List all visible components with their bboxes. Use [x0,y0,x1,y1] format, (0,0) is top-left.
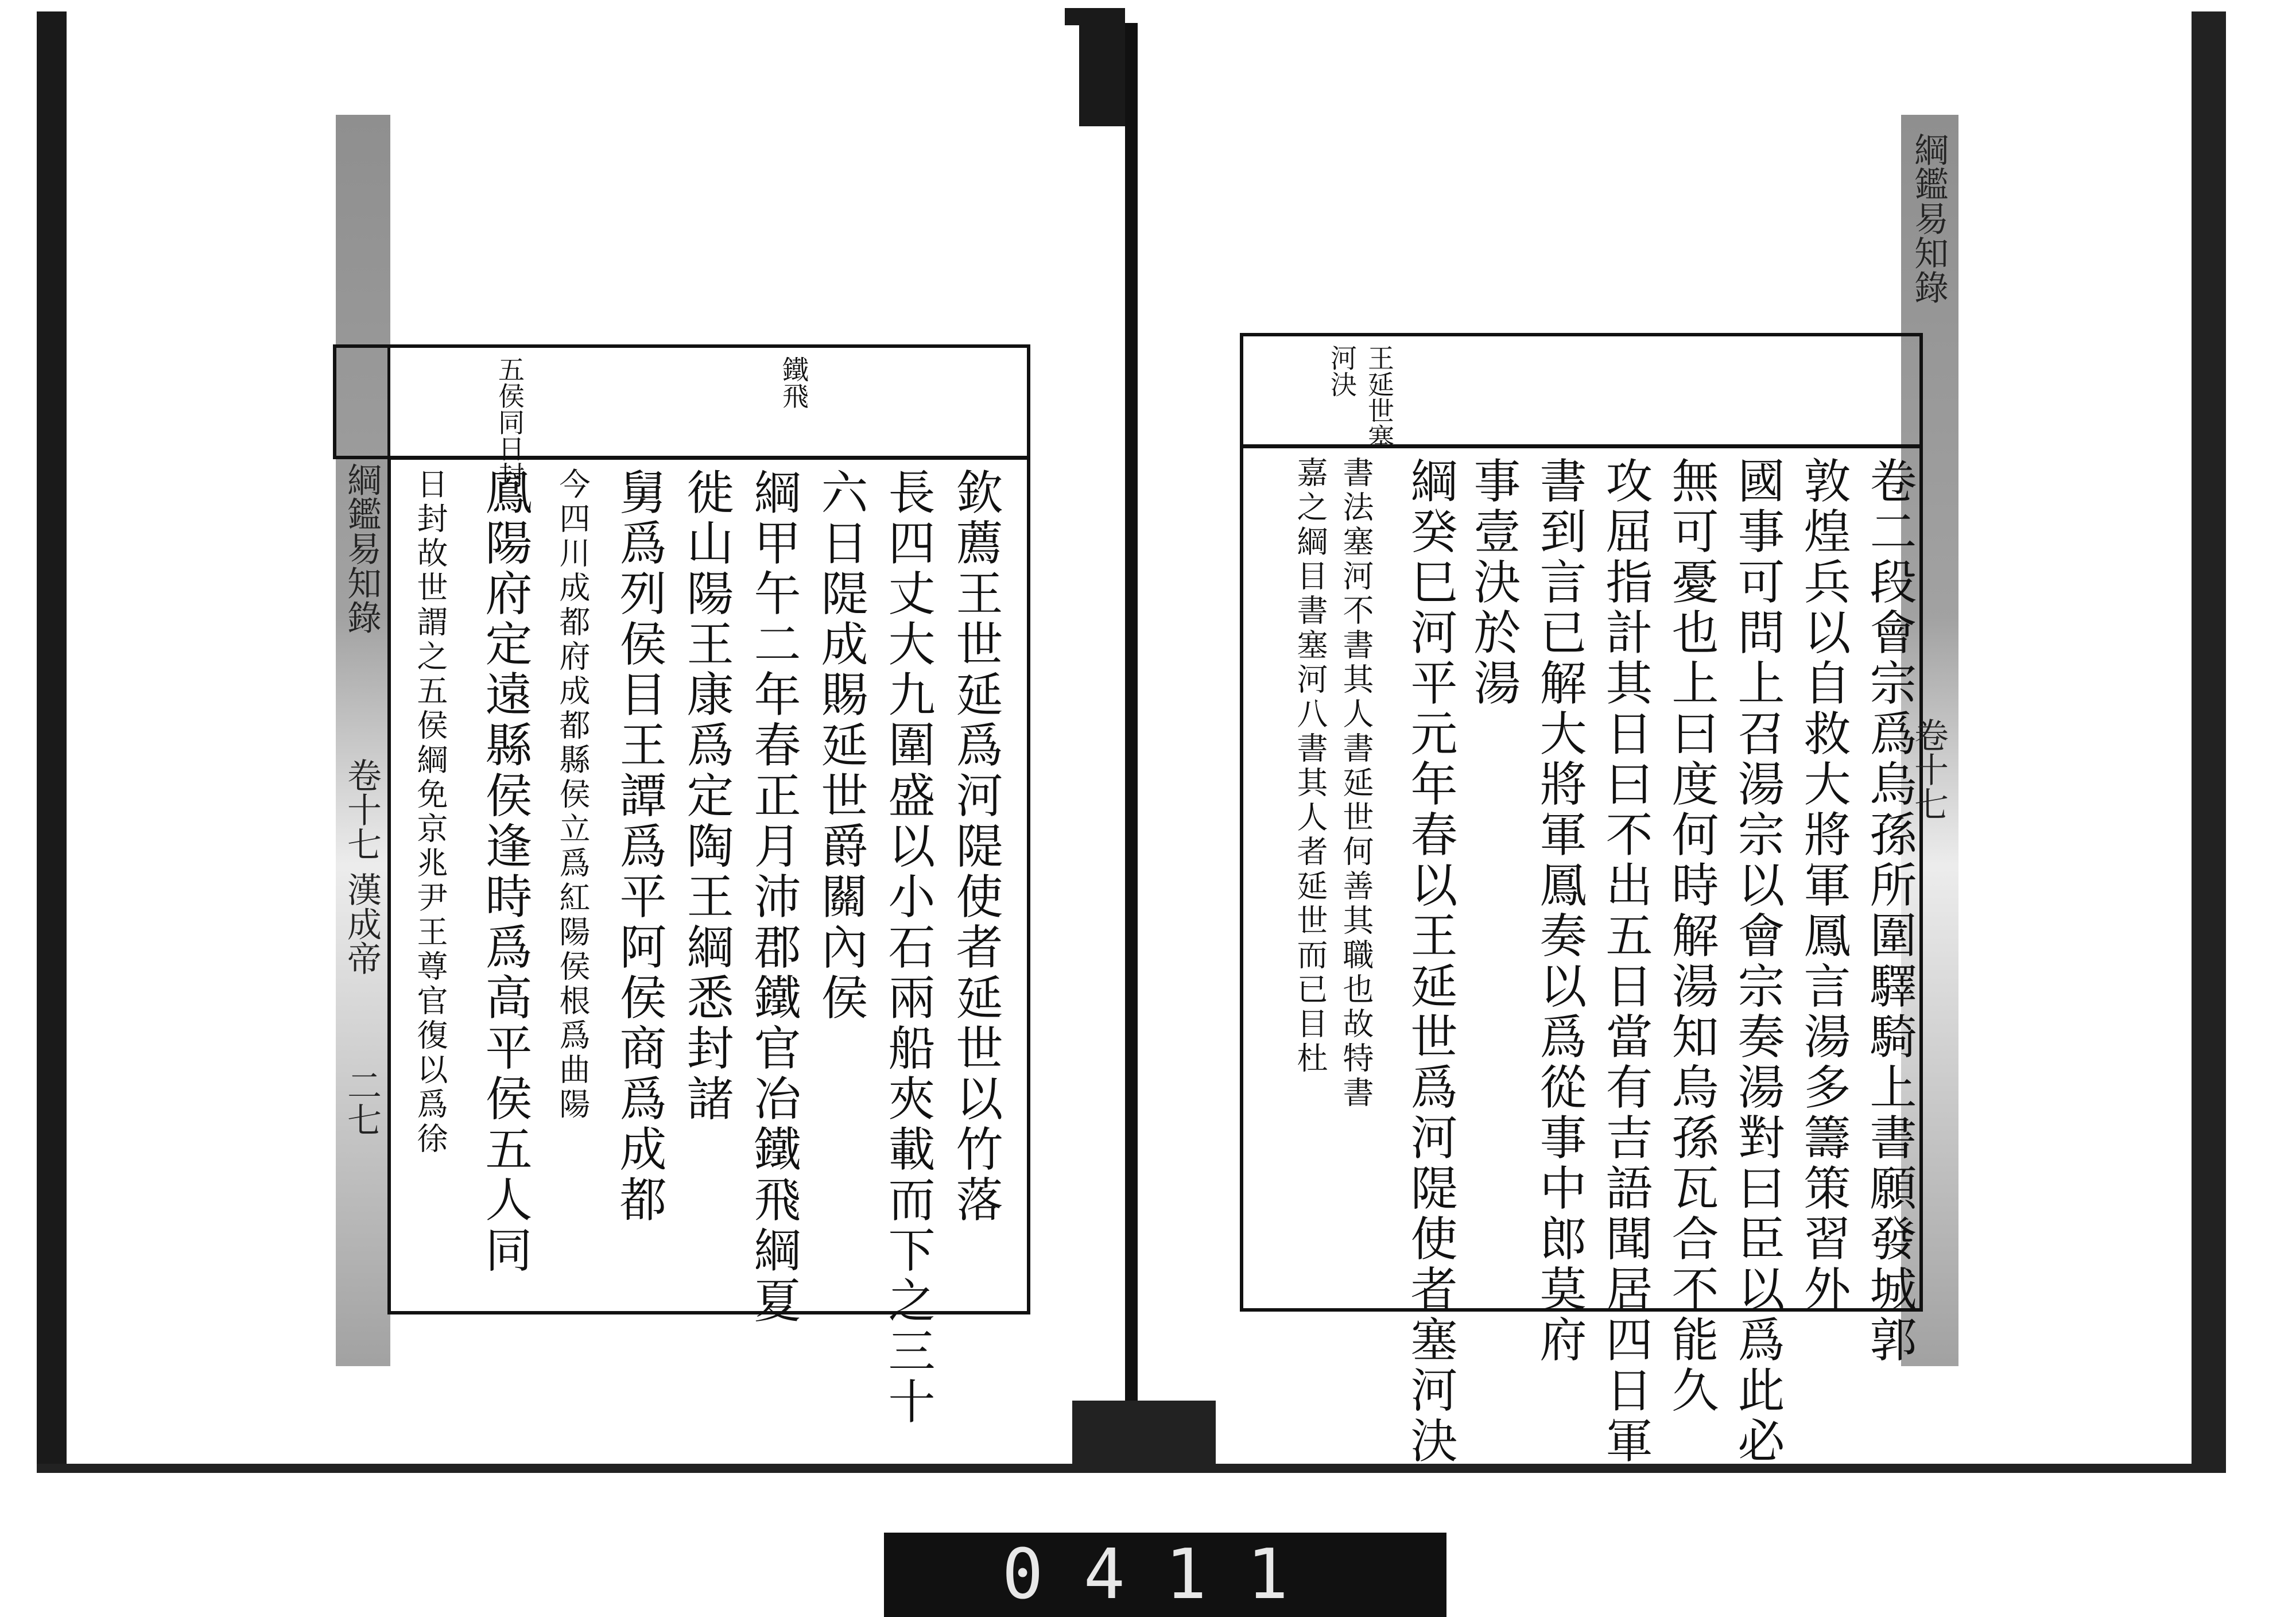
left-text-column-7: 今四川成都府成都縣侯立爲紅陽侯根爲曲陽 [554,468,591,1122]
left-text-column-5: 徙山陽王康爲定陶王綱悉封諸 [679,468,734,1124]
scan-left-edge [37,11,67,1472]
right-text-column-8: 綱癸巳河平元年春以王延世爲河隄使者塞河決 [1403,456,1457,1467]
left-header-line-1: 五侯同日封 [494,356,525,488]
left-text-column-2: 長四丈大九圍盛以小石兩船夾載而下之三十 [881,468,935,1428]
gutter-foot [1072,1401,1216,1464]
left-margin-volume: 卷十七 漢成帝 [342,758,382,976]
right-text-column-10: 嘉之綱目書塞河八書其人者延世而已目杜 [1292,456,1328,1076]
left-page-header-divider [387,344,390,459]
left-text-column-9: 日封故世謂之五侯綱免京兆尹王尊官復以爲徐 [412,468,448,1157]
left-margin-folio: 二七 [342,1068,382,1137]
right-margin-volume: 卷十七 [1909,718,1949,821]
right-text-column-4: 無可憂也上曰度何時解湯知烏孫瓦合不能久 [1664,456,1719,1416]
right-text-column-1: 卷二段會宗爲烏孫所圍驛騎上書願發城郭 [1862,456,1917,1366]
right-text-column-7: 事壹決於湯 [1466,456,1521,709]
right-text-column-6: 書到言已解大將軍鳳奏以爲從事中郎莫府 [1532,456,1587,1366]
right-header-line-1: 王延世塞 [1364,344,1395,450]
gutter-spine [1125,23,1138,1467]
left-page-header-box [333,344,1030,459]
left-page [333,344,1030,1428]
right-text-column-5: 攻屈指計其日曰不出五日當有吉語聞居四日軍 [1598,456,1653,1467]
left-text-column-6: 舅爲列侯目王譚爲平阿侯商爲成都 [612,468,666,1226]
right-page [1240,333,1923,1467]
microfilm-number: 0411 [1002,1535,1329,1615]
left-margin-title: 綱鑑易知錄 [342,462,382,634]
right-text-column-9: 書法塞河不書其人書延世何善其職也故特書 [1338,456,1374,1111]
right-header-line-2: 河決 [1327,344,1358,397]
right-text-column-3: 國事可問上召湯宗以會宗奏湯對曰臣以爲此必 [1730,456,1785,1467]
left-text-column-8: 鳳陽府定遠縣侯逢時爲高平侯五人同 [478,468,532,1276]
gutter-cap [1079,23,1125,126]
scan-right-edge [2192,11,2226,1472]
left-text-column-3: 六日隄成賜延世爵關內侯 [813,468,868,1023]
right-text-column-2: 敦煌兵以自救大將軍鳳言湯多籌策習外 [1796,456,1851,1315]
left-text-column-1: 欽薦王世延爲河隄使者延世以竹落 [948,468,1003,1226]
scan-bottom-edge [37,1464,2226,1473]
left-header-line-2: 鐵飛 [778,356,809,409]
right-margin-title: 綱鑑易知錄 [1909,132,1949,304]
left-text-column-4: 綱甲午二年春正月沛郡鐵官冶鐵飛綱夏 [746,468,801,1327]
